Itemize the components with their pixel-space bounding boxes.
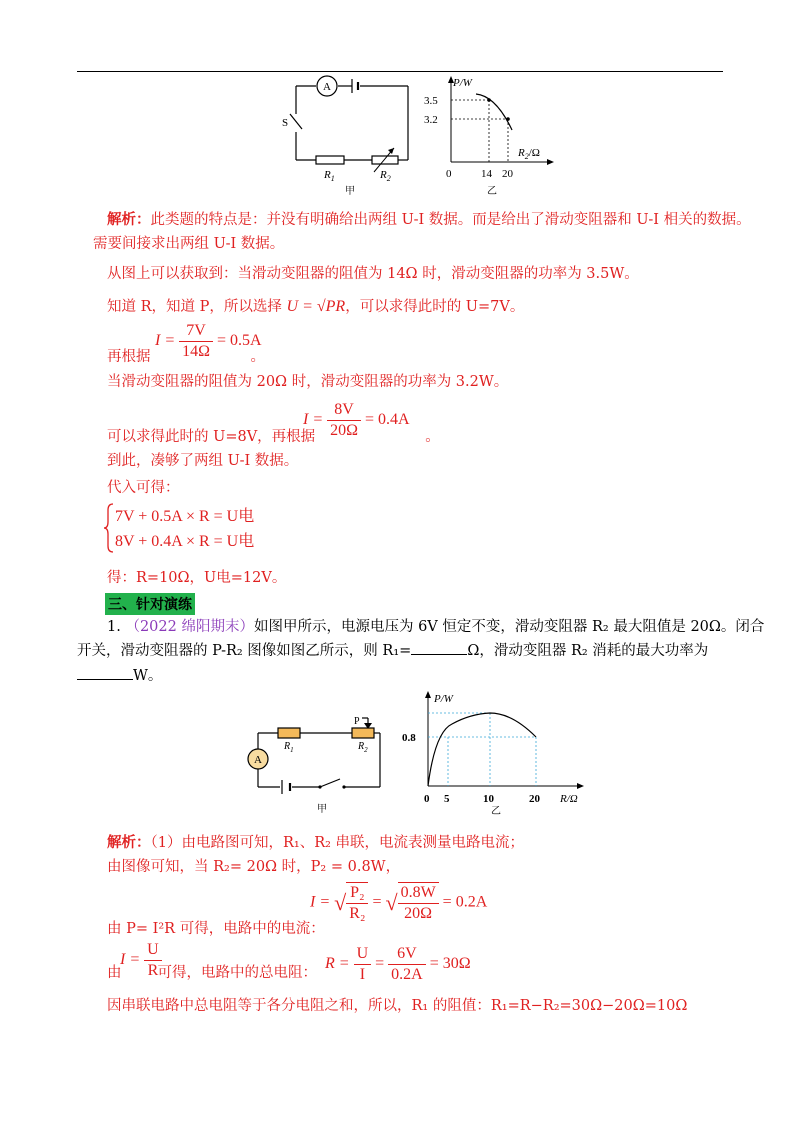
r1-label-1: $R_1$	[324, 169, 335, 183]
header-rule	[77, 71, 723, 72]
r2-label-1: $R_2$	[380, 169, 391, 183]
x-tick-5: 5	[444, 793, 450, 805]
caption-jia-2: 甲	[317, 804, 327, 815]
problem1-line3: W。	[77, 666, 162, 686]
circuit-diagram-2	[244, 712, 394, 820]
formula-current-7v: I = $\frac{7V}{14\Omega}$ = 0.5A	[155, 322, 262, 360]
equation-brace	[103, 502, 115, 554]
section-title: 三、针对演练	[105, 593, 195, 615]
analysis1-line9: 代入可得：	[107, 480, 180, 496]
analysis2-line1: 解析：（1）由电路图可知，R₁、R₂ 串联，电流表测量电路电流；	[107, 834, 525, 851]
formula-current-power: I = √ $\frac{\text{P₂}}{\text{R₂}}$ = √ $\frac{0.8W}{20\Omega}$ = 0.2A	[310, 884, 488, 922]
x-tick-0: 0	[446, 168, 452, 180]
x-tick-10: 10	[483, 793, 494, 805]
formula-current-8v: I = $\frac{8V}{20\Omega}$ = 0.4A	[303, 401, 410, 439]
r1-label-2: $R_1$	[284, 741, 294, 754]
analysis2-line2: 由图像可知，当 R₂= 20Ω 时，P₂ = 0.8W，	[107, 859, 401, 875]
answer-blank-r1[interactable]	[411, 654, 467, 655]
y-tick-3.2: 3.2	[424, 114, 438, 126]
x-tick-20: 20	[529, 793, 540, 805]
analysis2-line4: 由 可得，电路中的总电阻：	[107, 965, 317, 981]
analysis1-line3: 从图上可以获取到：当滑动变阻器的阻值为 14Ω 时，滑动变阻器的功率为 3.5W。	[107, 266, 639, 282]
r2-label-2: $R_2$	[358, 741, 368, 754]
x-tick-20: 20	[502, 168, 513, 180]
analysis2-line3: 由 P= I²R 可得，电路中的电流：	[107, 921, 325, 937]
caption-yi-1: 乙	[487, 186, 497, 197]
analysis2-line5: 因串联电路中总电阻等于各分电阻之和，所以，R₁ 的阻值：R₁=R−R₂=30Ω−20Ω=10Ω	[107, 998, 688, 1014]
ammeter-label-2: A	[254, 754, 262, 766]
analysis1-line6: 当滑动变阻器的阻值为 20Ω 时，滑动变阻器的功率为 3.2W。	[107, 374, 509, 390]
y-tick-0.8: 0.8	[402, 732, 416, 744]
equation-2: 8V + 0.4A × R = U电	[115, 533, 255, 550]
y-axis-label-2: P/W	[434, 693, 453, 705]
power-graph-1	[420, 74, 560, 198]
y-axis-label-1: P/W	[453, 77, 472, 89]
equation-1: 7V + 0.5A × R = U电	[115, 508, 255, 525]
power-graph-2	[400, 688, 590, 822]
formula-total-resistance: R = $\frac{U}{I}$ = $\frac{6V}{0.2A}$ = 30Ω	[325, 945, 471, 983]
circuit-diagram-1	[280, 74, 420, 196]
x-axis-label-2: R/Ω	[560, 793, 578, 805]
problem1-line1: 1. （2022 绵阳期末）如图甲所示，电源电压为 6V 恒定不变，滑动变阻器 R₂ 最大阻值是 20Ω。闭合	[107, 619, 765, 635]
switch-label: S	[282, 117, 289, 129]
formula-ohms-law: I = $\frac{U}{R}$	[120, 940, 162, 981]
analysis1-line8: 到此，凑够了两组 U-I 数据。	[107, 453, 299, 469]
analysis1-line7: 可以求得此时的 U=8V，再根据 。	[107, 429, 440, 445]
caption-yi-2: 乙	[491, 806, 501, 817]
slider-label: P	[354, 716, 360, 727]
answer-blank-power[interactable]	[77, 679, 133, 680]
analysis1-line1: 解析：此类题的特点是：并没有明确给出两组 U-I 数据。而是给出了滑动变阻器和 U-I 相关的数据。	[107, 211, 751, 228]
caption-jia-1: 甲	[345, 186, 355, 196]
analysis1-line2: 需要间接求出两组 U-I 数据。	[93, 236, 285, 252]
x-tick-0: 0	[424, 793, 430, 805]
ammeter-label-1: A	[323, 81, 331, 93]
analysis1-result: 得：R=10Ω，U电=12V。	[107, 570, 287, 586]
problem1-line2: 开关，滑动变阻器的 P-R₂ 图像如图乙所示，则 R₁= Ω，滑动变阻器 R₂ 消耗的最大功率为	[77, 643, 709, 659]
x-tick-14: 14	[481, 168, 492, 180]
x-axis-label-1: $R_2/\Omega$	[518, 147, 540, 161]
y-tick-3.5: 3.5	[424, 95, 438, 107]
analysis1-line4: 知道 R，知道 P，所以选择 U = √PR，可以求得此时的 U=7V。	[107, 298, 525, 315]
analysis1-line5: 再根据 。	[107, 349, 265, 365]
